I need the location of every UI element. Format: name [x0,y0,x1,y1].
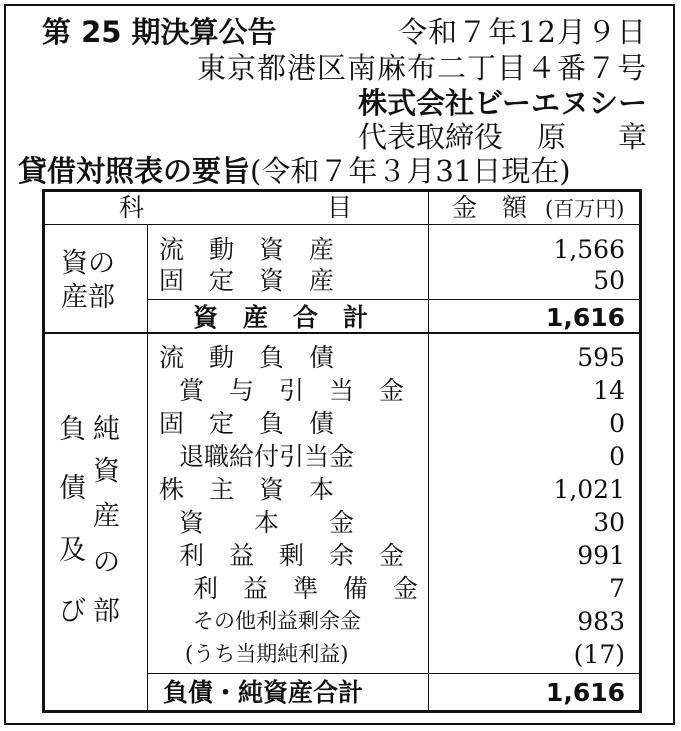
liab-row-value: 983 [577,607,625,636]
company-address: 東京都港区南麻布二丁目４番７号 [196,51,647,85]
asset-row-value: 1,566 [553,235,625,264]
liab-row-label: 賞 与 引 当 金 [179,376,405,405]
liab-total-divider [147,673,639,674]
liab-label-a1: 負 [59,414,86,445]
liab-row-value: 1,021 [553,475,625,504]
rep-name-given: 章 [617,120,647,154]
col-unit: (百万円) [545,197,625,221]
liab-row-value: 7 [609,574,625,603]
liab-label-b1: 純 [93,414,120,445]
company-name: 株式会社ビーエヌシー [358,86,647,120]
liab-label-b4: の [93,547,120,578]
liab-label-a2: 債 [59,473,86,504]
liab-row-value: 0 [609,442,625,471]
liab-row-label: 株 主 資 本 [159,475,335,504]
col-amount: 金 額 [452,193,528,222]
assets-total-value: 1,616 [545,303,625,332]
notice-date: 令和７年12月９日 [398,15,647,49]
col-item-2: 目 [327,193,353,222]
liab-row-label: 固 定 負 債 [159,409,335,438]
liab-row-label: 利 益 準 備 金 [193,574,419,603]
liab-label-b5: 部 [93,596,120,627]
asset-row-label: 固 定 資 産 [159,266,335,295]
liab-row-value: 991 [577,541,625,570]
liab-label-b3: 産 [93,501,120,532]
liab-row-value: 14 [593,376,625,405]
liab-total-label: 負債・純資産合計 [163,678,364,707]
liab-row-label: 退職給付引当金 [179,442,355,471]
liab-row-label: その他利益剰余金 [193,609,361,633]
liab-section-divider [147,334,148,710]
liab-row-value: 30 [593,508,625,537]
amount-column-divider [428,192,429,710]
representative [357,120,647,154]
liab-label-b2: 資 [93,456,120,487]
liab-row-value: 0 [609,409,625,438]
assets-section-divider [147,225,148,332]
header-divider [45,224,639,225]
asset-row-value: 50 [593,266,625,295]
liab-total-value: 1,616 [545,678,625,707]
rep-name-family: 原 [536,120,566,154]
liab-label-a4: び [59,596,86,627]
rep-title: 代表取締役 [357,120,503,154]
section-divider [45,332,639,334]
liab-label-a3: 及 [59,535,86,566]
balance-sheet-table [42,189,642,713]
summary-title: 貸借対照表の要旨 [18,154,251,188]
assets-section-label-2: 産部 [61,282,115,313]
summary-heading [18,154,571,188]
liab-row-label: 利 益 剰 余 金 [179,541,405,570]
asset-row-label: 流 動 資 産 [159,235,335,264]
assets-section-label-1: 資の [61,248,115,279]
liab-row-label: (うち当期純利益) [185,642,349,666]
summary-period: (令和７年３月31日現在) [250,154,571,188]
col-item-1: 科 [119,193,145,222]
liab-row-value: (17) [573,640,625,669]
notice-title: 第 25 期決算公告 [42,15,277,49]
assets-total-divider [147,299,639,300]
liab-row-value: 595 [577,343,625,372]
assets-total-label: 資 産 合 計 [193,303,369,332]
liab-row-label: 流 動 負 債 [159,343,335,372]
liab-row-label: 資 本 金 [179,508,355,537]
